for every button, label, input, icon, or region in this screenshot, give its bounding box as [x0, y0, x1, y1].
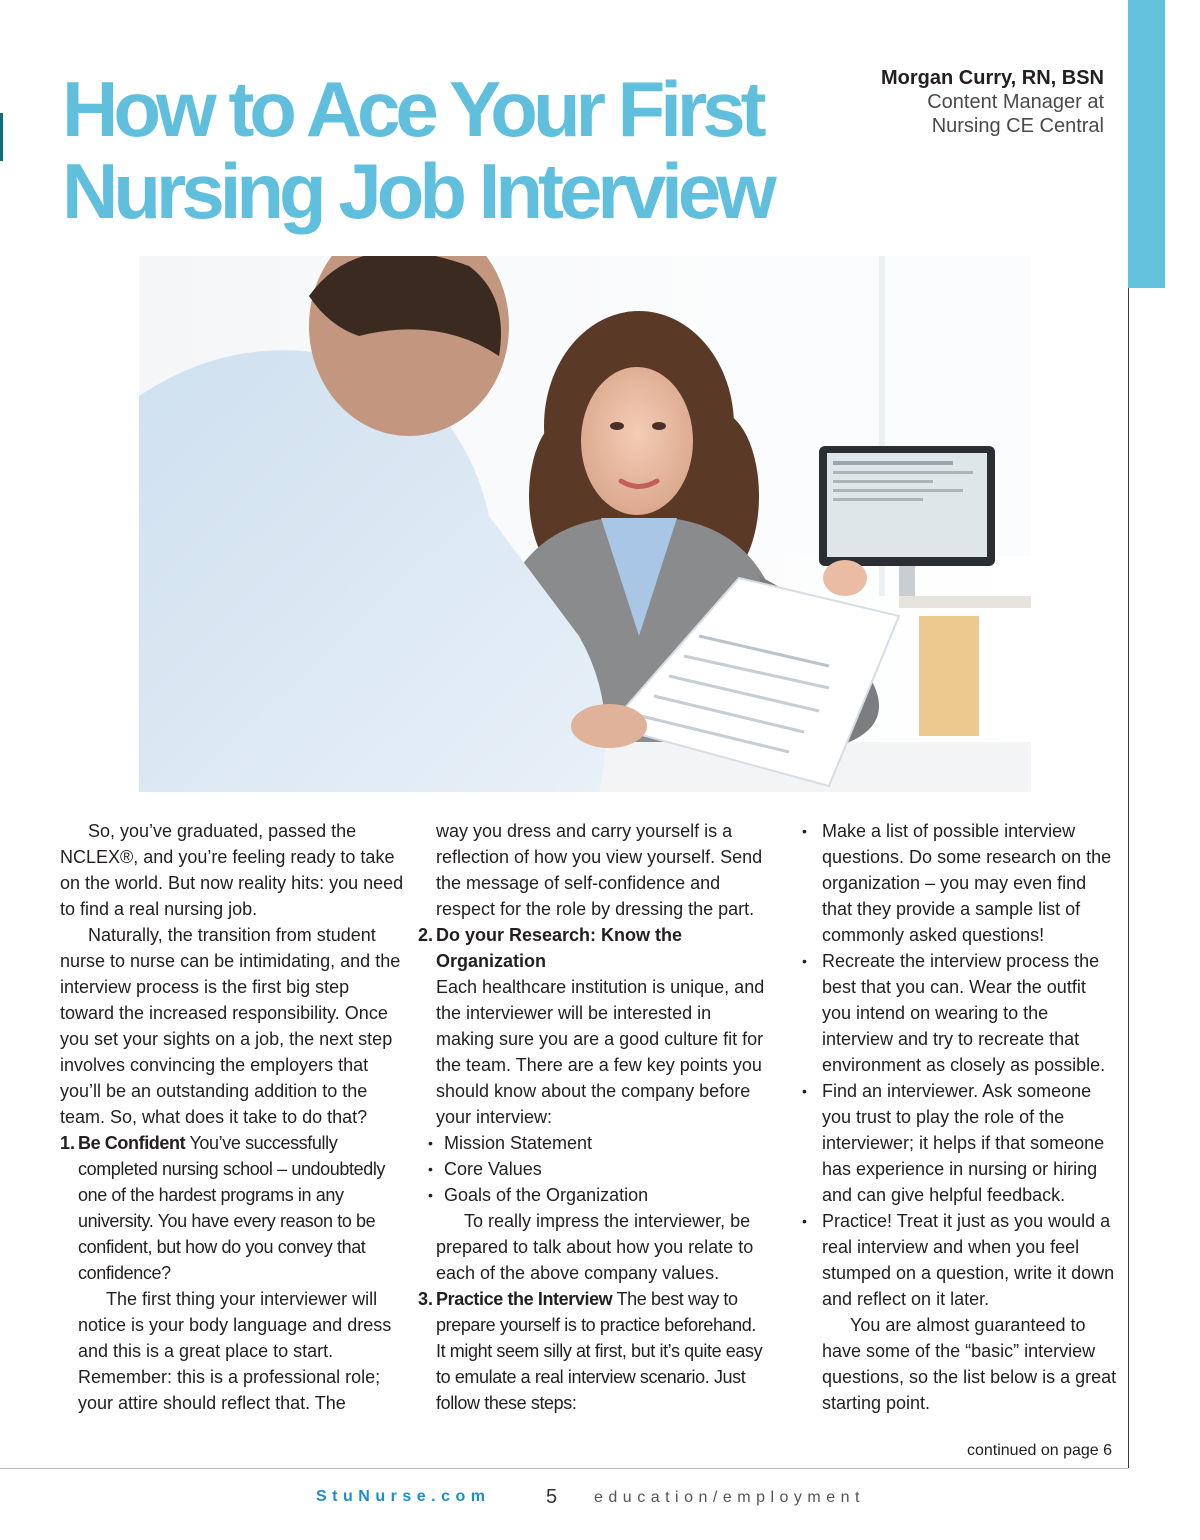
tip-3: [418, 1286, 768, 1416]
title-line-1: How to Ace Your First: [62, 65, 762, 153]
tip-3-body: [436, 1286, 768, 1416]
list-item: • Mission Statement: [426, 1130, 768, 1156]
section-label: education/employment: [594, 1489, 865, 1506]
accent-tab: [1128, 0, 1165, 288]
list-item: • Core Values: [426, 1156, 768, 1182]
column-1: [60, 818, 405, 1416]
practice-steps-list: [800, 818, 1118, 1312]
tip-1-continued: way you dress and carry yourself is a reflection of how you view yourself. Send the message of self-confidence and respect for the role by dressing the part.: [436, 821, 763, 919]
intro-paragraph: So, you’ve graduated, passed the NCLEX®, and you’re feeling ready to take on the world. But now reality hits: you need to find a real nursing job.: [60, 821, 404, 919]
article-title: [62, 65, 802, 235]
author-role-line-1: Content Manager at: [927, 91, 1104, 113]
page-number: 5: [546, 1486, 558, 1508]
column-2: [418, 818, 768, 1416]
tip-2-paragraph-2: To really impress the interviewer, be prepared to talk about how you relate to each of the above company values.: [436, 1211, 754, 1283]
transition-paragraph: Naturally, the transition from student nurse to nurse can be intimidating, and the interview process is the first big step toward the increased responsibility. Once you set your sights on a job, the next step involves convincing the employers that you’ll be an outstanding addition to the team. So, what does it take to do that?: [60, 925, 401, 1127]
page-footer: [0, 1486, 1200, 1516]
tip-2-number: 2.: [418, 925, 434, 945]
tip-1-text: You’ve successfully completed nursing school – undoubtedly one of the hardest programs in any university. You have every reason to be confident, but how do you convey that confidence?: [78, 1133, 386, 1283]
author-name: Morgan Curry, RN, BSN: [881, 67, 1104, 89]
tip-2-text: Each healthcare institution is unique, and the interviewer will be interested in making sure you are a good culture fit for the team. There are a few key points you should know about the company before your interview:: [436, 977, 765, 1127]
list-item: • Practice! Treat it just as you would a real interview and when you feel stumped on a question, write it down and reflect on it later.: [800, 1208, 1118, 1312]
footer-divider: [0, 1468, 1128, 1469]
tip-1-body: [78, 1130, 405, 1286]
brand-wordmark: StuNurse.com: [316, 1488, 491, 1505]
author-role-line-2: Nursing CE Central: [931, 115, 1104, 137]
tip-2: [418, 922, 768, 974]
list-item: • Make a list of possible interview questions. Do some research on the organization – you may even find that they provide a sample list of commonly asked questions!: [800, 818, 1118, 948]
tip-1-paragraph-2: The first thing your interviewer will notice is your body language and dress and this is a great place to start. Remember: this is a professional role; your attire should reflect that. The: [78, 1289, 392, 1413]
tip-2-heading: Do your Research: Know the Organization: [436, 925, 683, 971]
author-byline: [881, 66, 1104, 138]
tip-1: [60, 1130, 405, 1286]
title-line-2: Nursing Job Interview: [62, 147, 772, 235]
list-item: • Find an interviewer. Ask someone you trust to play the role of the interviewer; it helps if that someone has experience in nursing or hiring and can give helpful feedback.: [800, 1078, 1118, 1208]
closing-paragraph: You are almost guaranteed to have some of the “basic” interview questions, so the list below is a great starting point.: [822, 1315, 1117, 1413]
company-points-list: [418, 1130, 768, 1208]
column-3: [800, 818, 1118, 1416]
tip-1-number: 1.: [60, 1133, 76, 1153]
list-item: • Goals of the Organization: [426, 1182, 768, 1208]
margin-marker: [0, 113, 3, 161]
tip-3-number: 3.: [418, 1289, 434, 1309]
list-item: • Recreate the interview process the best that you can. Wear the outfit you intend on wearing to the interview and try to recreate that environment as closely as possible.: [800, 948, 1118, 1078]
tip-1-heading: Be Confident: [78, 1133, 186, 1153]
tip-3-text: The best way to prepare yourself is to practice beforehand. It might seem silly at first, but it’s quite easy to emulate a real interview scenario. Just follow these steps:: [436, 1289, 763, 1413]
interview-photo: [139, 256, 1031, 792]
continued-note: continued on page 6: [966, 1442, 1112, 1459]
tip-3-heading: Practice the Interview: [436, 1289, 613, 1309]
